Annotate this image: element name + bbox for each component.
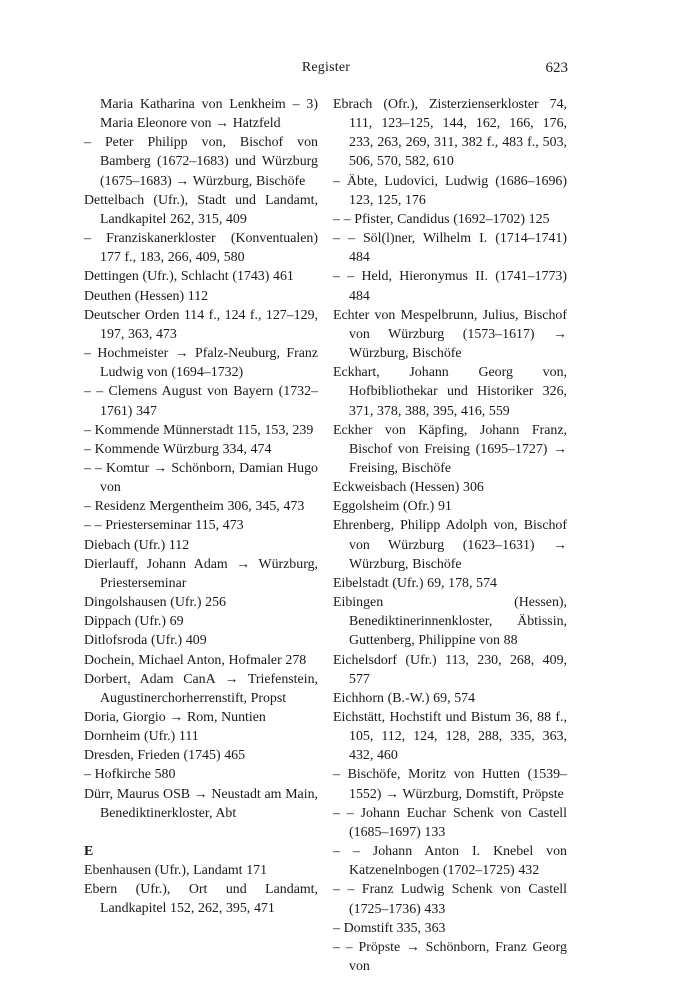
index-entry: Dorbert, Adam CanA → Triefenstein, Augustinerchorherrenstift, Propst [84, 671, 318, 706]
index-entry: Deutscher Orden 114 f., 124 f., 127–129, 197, 363, 473 [84, 307, 318, 342]
index-entry: Dierlauff, Johann Adam → Würzburg, Priesterseminar [84, 556, 318, 591]
index-entry: Eichhorn (B.-W.) 69, 574 [333, 690, 476, 706]
running-title: Register [301, 60, 351, 75]
index-entry: Dresden, Frieden (1745) 465 [84, 748, 246, 764]
index-entry: – Hofkirche 580 [84, 767, 176, 783]
index-entry: Diebach (Ufr.) 112 [84, 537, 190, 553]
index-entry: Dettelbach (Ufr.), Stadt und Landamt, Landkapitel 262, 315, 409 [84, 192, 318, 227]
index-entry: Dochein, Michael Anton, Hofmaler 278 [84, 652, 307, 668]
index-entry: Maria Katharina von Lenkheim – 3) Maria Eleonore von → Hatzfeld [100, 97, 318, 132]
index-entry: Ebrach (Ofr.), Zisterzienserkloster 74, 111, 123–125, 144, 162, 166, 176, 233, 263, 269, 311, 382 f., 483 f., 503, 506, 570, 582, 610 [333, 97, 567, 170]
index-entry: Eckher von Käpfing, Johann Franz, Bischof von Freising (1695–1727) → Freising, Bischöfe [333, 422, 567, 476]
index-entry: – – Söl(l)ner, Wilhelm I. (1714–1741) 484 [333, 231, 567, 266]
index-entry: Eckhart, Johann Georg von, Hofbibliothekar und Historiker 326, 371, 378, 388, 395, 416, 559 [333, 365, 567, 419]
index-entry: – Kommende Würzburg 334, 474 [84, 441, 272, 457]
index-entry: – – Franz Ludwig Schenk von Castell (1725–1736) 433 [333, 882, 567, 917]
index-entry: – – Komtur → Schönborn, Damian Hugo von [84, 460, 318, 496]
index-entry: – – Held, Hieronymus II. (1741–1773) 484 [333, 269, 567, 304]
index-entry: Ditlofsroda (Ufr.) 409 [84, 633, 207, 649]
index-entry: Eibelstadt (Ufr.) 69, 178, 574 [333, 575, 497, 591]
index-entry: Deuthen (Hessen) 112 [84, 288, 209, 304]
index-entry: Echter von Mespelbrunn, Julius, Bischof von Würzburg (1573–1617) → Würzburg, Bischöfe [333, 307, 567, 362]
index-entry: – Peter Philipp von, Bischof von Bamberg (1672–1683) und Würzburg (1675–1683) → Würzburg, Bischöfe [84, 135, 318, 189]
index-entry: Dippach (Ufr.) 69 [84, 614, 184, 630]
index-entry: – – Priesterseminar 115, 473 [84, 518, 244, 534]
running-header [84, 60, 568, 82]
index-entry: Eibingen (Hessen), Benediktinerinnenkloster, Äbtissin, Guttenberg, Philippine von 88 [333, 595, 567, 649]
index-entry: – Domstift 335, 363 [333, 920, 446, 936]
index-entry: Eichstätt, Hochstift und Bistum 36, 88 f., 105, 112, 124, 128, 288, 335, 363, 432, 460 [333, 710, 567, 764]
index-entry: Dornheim (Ufr.) 111 [84, 729, 199, 745]
index-entry: – Äbte, Ludovici, Ludwig (1686–1696) 123, 125, 176 [333, 173, 567, 208]
index-entry: – – Johann Euchar Schenk von Castell (1685–1697) 133 [333, 805, 567, 840]
index-entry: Doria, Giorgio → Rom, Nuntien [84, 710, 266, 725]
page-number: 623 [545, 60, 568, 76]
index-column-left [84, 95, 318, 919]
section-letter: E [84, 843, 94, 859]
index-entry: Eckweisbach (Hessen) 306 [333, 480, 484, 496]
index-entry: – Bischöfe, Moritz von Hutten (1539–1552) → Würzburg, Domstift, Pröpste [333, 767, 567, 802]
index-entry: – Residenz Mergentheim 306, 345, 473 [84, 499, 305, 515]
index-entry: – – Johann Anton I. Knebel von Katzenelnbogen (1702–1725) 432 [333, 844, 567, 879]
index-entry: Dettingen (Ufr.), Schlacht (1743) 461 [84, 269, 294, 285]
index-entry: Ebenhausen (Ufr.), Landamt 171 [84, 863, 268, 879]
index-entry: Eichelsdorf (Ufr.) 113, 230, 268, 409, 577 [333, 652, 567, 687]
index-entry: – Franziskanerkloster (Konventualen) 177 f., 183, 266, 409, 580 [84, 231, 318, 266]
index-entry: – – Clemens August von Bayern (1732–1761) 347 [84, 384, 318, 419]
index-entry: Ehrenberg, Philipp Adolph von, Bischof von Würzburg (1623–1631) → Würzburg, Bischöfe [333, 518, 567, 572]
index-entry: – Kommende Münnerstadt 115, 153, 239 [84, 422, 314, 438]
index-entry: – Hochmeister → Pfalz-Neuburg, Franz Ludwig von (1694–1732) [84, 346, 318, 381]
index-entry: Ebern (Ufr.), Ort und Landamt, Landkapitel 152, 262, 395, 471 [84, 882, 318, 917]
index-entry: – – Pfister, Candidus (1692–1702) 125 [333, 211, 550, 227]
index-entry: – – Pröpste → Schönborn, Franz Georg von [333, 939, 567, 975]
index-entry: Dingolshausen (Ufr.) 256 [84, 595, 226, 611]
index-entry: Eggolsheim (Ofr.) 91 [333, 499, 452, 515]
index-column-right [333, 95, 567, 976]
index-entry: Dürr, Maurus OSB → Neustadt am Main, Benediktinerkloster, Abt [84, 786, 318, 821]
